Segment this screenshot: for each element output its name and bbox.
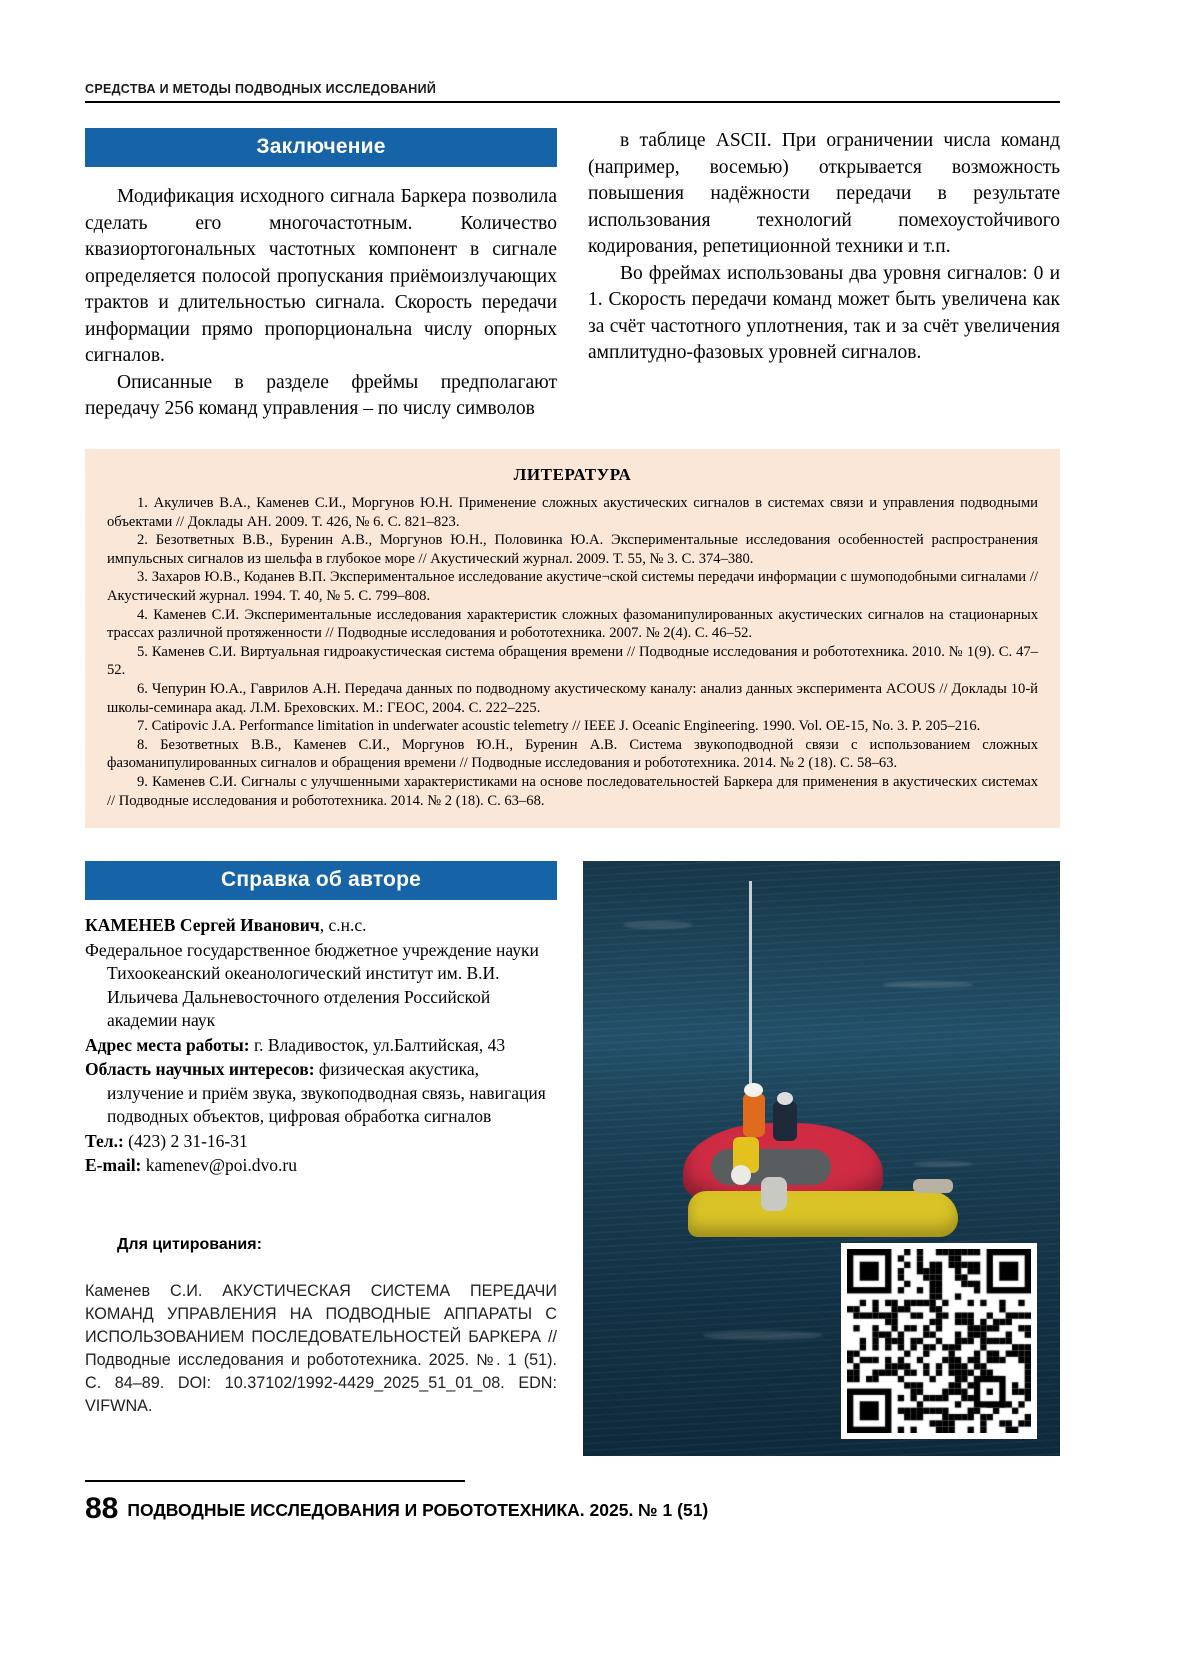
reference-item: 6. Чепурин Ю.А., Гаврилов А.Н. Передача данных по подводному акустическому каналу: анализ данных эксперимента ACOUS // Доклады 10-й школы-семинара акад. Л.М. Бреховских. М.: ГЕОС, 2004. С. 222–225.: [107, 680, 1038, 716]
crew-helmet: [731, 1165, 751, 1185]
author-phone-value: (423) 2 31-16-31: [123, 1130, 248, 1151]
author-phone-line: [85, 1130, 557, 1154]
crew-member: [773, 1101, 797, 1141]
crew-member: [743, 1093, 765, 1137]
author-interests-value: физическая акустика, излучение и приём звука, звукоподводная связь, навигация подводных объектов, цифровая обработка сигналов: [107, 1059, 546, 1126]
crew-member: [761, 1177, 787, 1211]
reference-item: 5. Каменев С.И. Виртуальная гидроакустическая система обращения времени // Подводные исследования и робототехника. 2010. № 1(9). С. 47–52.: [107, 643, 1038, 679]
section-heading-author: Справка об авторе: [85, 861, 557, 900]
water-glint: [703, 1331, 823, 1340]
author-email-line: [85, 1154, 557, 1178]
author-email-label: E-mail:: [85, 1155, 142, 1175]
author-block: [85, 861, 557, 1418]
author-address-line: [85, 1034, 557, 1058]
section-heading-conclusion: Заключение: [85, 128, 557, 167]
reference-item: 8. Безответных В.В., Каменев С.И., Моргунов Ю.Н., Буренин А.В. Система звукоподводной связи с использованием сложных фазоманипулированных сигналов и обращения времени // Подводные исследования и робототехника. 2014. № 2 (18). С. 58–63.: [107, 736, 1038, 772]
water-glint: [883, 981, 973, 988]
author-email-value[interactable]: kamenev@poi.dvo.ru: [141, 1155, 297, 1175]
page-number: 88: [85, 1492, 119, 1525]
reference-item: 4. Каменев С.И. Экспериментальные исследования характеристик сложных фазоманипулированных акустических сигналов на стационарных трассах различной протяженности // Подводные исследования и робототехника. 2007. № 2(4). С. 46–52.: [107, 606, 1038, 642]
running-head: СРЕДСТВА И МЕТОДЫ ПОДВОДНЫХ ИССЛЕДОВАНИЙ: [85, 82, 437, 96]
author-affiliation: Федеральное государственное бюджетное учреждение науки Тихоокеанский океанологический институт им. В.И. Ильичева Дальневосточного отделения Российской академии наук: [85, 939, 539, 1030]
left-column: [85, 128, 557, 423]
page-footer: [85, 1492, 708, 1526]
qr-code-canvas: [847, 1249, 1031, 1433]
references-box: [85, 449, 1060, 828]
paragraph: в таблице ASCII. При ограничении числа команд (например, восемью) открывается возможность повышения надёжности передачи в результате использования технологий помехоустойчивого кодирования, репетиционной техники и т.п.: [588, 130, 1060, 257]
author-phone-label: Тел.:: [85, 1130, 124, 1151]
footer-rule: [85, 1480, 465, 1482]
reference-item: 2. Безответных В.В., Буренин А.В., Моргунов Ю.Н., Половинка Ю.А. Экспериментальные исследования особенностей распространения импульсных сигналов из шельфа в глубокое море // Акустический журнал. 2009. Т. 55, № 3. С. 374–380.: [107, 532, 1038, 567]
underwater-vehicle: [688, 1191, 958, 1237]
paragraph: Во фреймах использованы два уровня сигналов: 0 и 1. Скорость передачи команд может быть увеличена как за счёт частотного уплотнения, так и за счёт увеличения амплитудно-фазовых уровней сигналов.: [588, 262, 1060, 363]
author-address-label: Адрес места работы:: [85, 1034, 250, 1055]
author-interests-label: Область научных интересов:: [85, 1059, 315, 1079]
qr-code[interactable]: [841, 1243, 1037, 1439]
crew-helmet: [777, 1092, 793, 1105]
reference-item: 9. Каменев С.И. Сигналы с улучшенными характеристиками на основе последовательностей Баркера для применения в акустических системах // Подводные исследования и робототехника. 2014. № 2 (18). С. 63–68.: [107, 773, 1038, 809]
citation-heading-line: [85, 1236, 557, 1254]
author-photo: [583, 861, 1060, 1456]
reference-item: 3. Захаров Ю.В., Коданев В.П. Экспериментальное исследование акустиче¬ской системы передачи информации с шумоподобными сигналами // Акустический журнал. 1994. Т. 40, № 5. С. 799–808.: [107, 569, 1038, 604]
right-column: [588, 128, 1060, 367]
water-glint: [623, 921, 693, 929]
author-name-suffix: , с.н.с.: [319, 915, 367, 935]
author-name: КАМЕНЕВ Сергей Иванович: [85, 915, 320, 935]
water-glint: [913, 1161, 973, 1167]
references-title: ЛИТЕРАТУРА: [513, 465, 632, 484]
author-name-line: [85, 914, 557, 938]
author-interests-line: [85, 1058, 557, 1129]
reference-item: 7. Catipovic J.A. Performance limitation in underwater acoustic telemetry // IEEE J. Oceanic Engineering. 1990. Vol. OE-15, No. 3. P. 205–216.: [137, 718, 981, 735]
reference-item: 1. Акуличев В.А., Каменев С.И., Моргунов Ю.Н. Применение сложных акустических сигналов в системах связи и управления подводными объектами // Доклады АН. 2009. Т. 426, № 6. С. 821–823.: [107, 495, 1038, 530]
crew-helmet: [744, 1083, 763, 1097]
citation-heading-colon: :: [256, 1235, 262, 1253]
paragraph: Модификация исходного сигнала Баркера позволила сделать его многочастотным. Количество квазиортогональных частотных компонент в сигнале определяется полосой пропускания приёмоизлучающих трактов и длительностью сигнала. Скорость передачи информации прямо пропорциональна числу опорных сигналов.: [85, 186, 557, 366]
footer-journal-line: ПОДВОДНЫЕ ИССЛЕДОВАНИЯ И РОБОТОТЕХНИКА. 2025. № 1 (51): [127, 1500, 709, 1520]
vehicle-tail: [913, 1179, 953, 1193]
author-address-value: г. Владивосток, ул.Балтийская, 43: [249, 1034, 506, 1055]
header-rule: [85, 101, 1060, 103]
citation-text: Каменев С.И. АКУСТИЧЕСКАЯ СИСТЕМА ПЕРЕДАЧИ КОМАНД УПРАВЛЕНИЯ НА ПОДВОДНЫЕ АППАРАТЫ С ИСПОЛЬЗОВАНИЕМ ПОСЛЕДОВАТЕЛЬНОСТЕЙ БАРКЕРА // Подводные исследования и робототехника. 2025. №. 1 (51). С. 84–89. DOI: 10.37102/1992-4429_2025_51_01_08. EDN: VIFWNA.: [85, 1281, 557, 1415]
citation-heading: Для цитирования: [117, 1235, 257, 1253]
paragraph: Описанные в разделе фреймы предполагают передачу 256 команд управления – по числу символов: [85, 371, 557, 419]
